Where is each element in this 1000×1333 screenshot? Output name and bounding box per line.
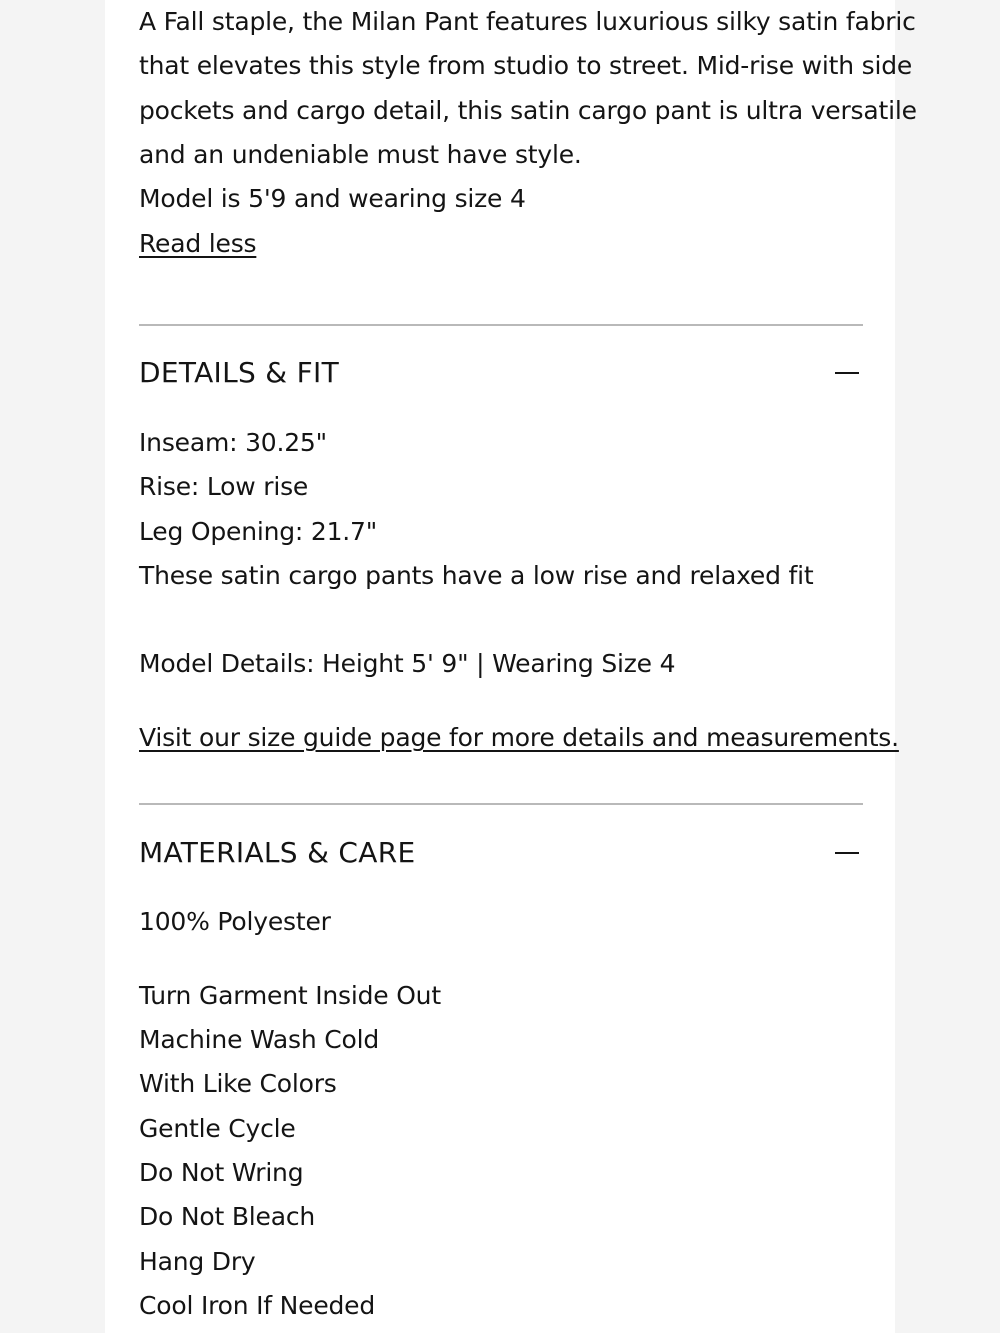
minus-icon[interactable]: [835, 372, 859, 374]
care-instruction: Gentle Cycle: [139, 1114, 296, 1143]
care-instruction: Cool Iron If Needed: [139, 1291, 376, 1320]
product-info-panel: [105, 0, 917, 1333]
section-divider: [139, 324, 863, 326]
detail-rise: Rise: Low rise: [139, 472, 309, 501]
care-instruction: Hang Dry: [139, 1247, 256, 1276]
care-instruction: Machine Wash Cold: [139, 1025, 380, 1054]
detail-fit-description: These satin cargo pants have a low rise and relaxed fit: [139, 561, 814, 590]
material-composition: 100% Polyester: [139, 907, 331, 936]
section-divider: [139, 803, 863, 805]
size-guide-link[interactable]: Visit our size guide page for more details and measurements.: [139, 723, 899, 752]
detail-leg-opening: Leg Opening: 21.7": [139, 517, 378, 546]
care-instruction: Do Not Wring: [139, 1158, 304, 1187]
materials-care-title: MATERIALS & CARE: [139, 836, 416, 869]
description-line: pockets and cargo detail, this satin cargo pant is ultra versatile: [139, 96, 917, 125]
description-line: and an undeniable must have style.: [139, 140, 582, 169]
care-instruction: Do Not Bleach: [139, 1202, 316, 1231]
materials-care-accordion-header[interactable]: [139, 833, 863, 873]
description-line: A Fall staple, the Milan Pant features luxurious silky satin fabric: [139, 7, 916, 36]
details-fit-title: DETAILS & FIT: [139, 356, 339, 389]
details-fit-accordion-header[interactable]: [139, 353, 863, 393]
model-details: Model Details: Height 5' 9" | Wearing Size 4: [139, 649, 676, 678]
detail-inseam: Inseam: 30.25": [139, 428, 327, 457]
care-instruction: Turn Garment Inside Out: [139, 981, 441, 1010]
model-size-note: Model is 5'9 and wearing size 4: [139, 184, 526, 213]
minus-icon[interactable]: [835, 852, 859, 854]
care-instruction: With Like Colors: [139, 1069, 337, 1098]
description-line: that elevates this style from studio to street. Mid-rise with side: [139, 51, 913, 80]
read-less-link[interactable]: Read less: [139, 229, 257, 258]
